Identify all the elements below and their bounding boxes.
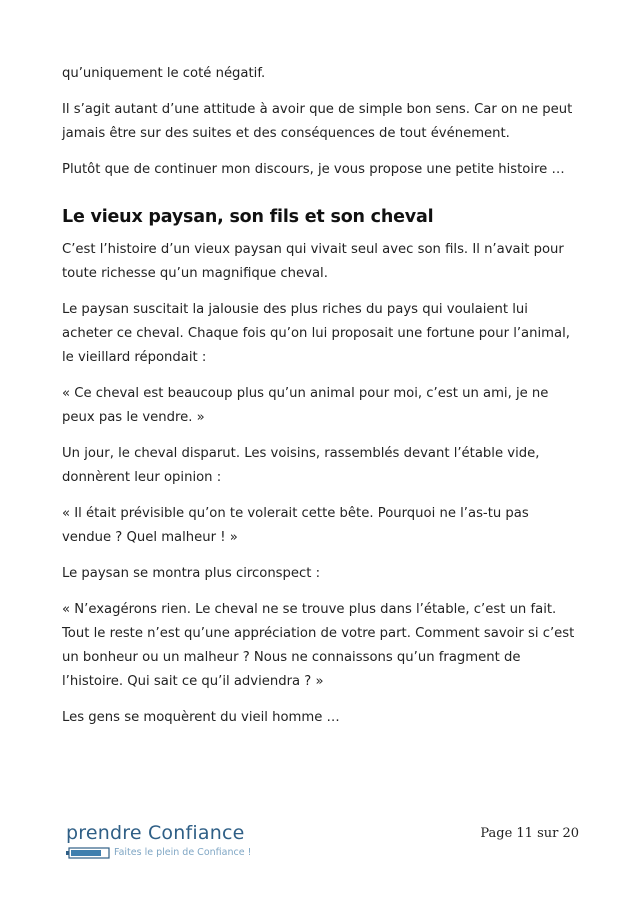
paragraph: Il s’agit autant d’une attitude à avoir que de simple bon sens. Car on ne peut jamais être sur des suites et des conséquences de tout événement. [62, 102, 573, 141]
paragraph: Le paysan suscitait la jalousie des plus riches du pays qui voulaient lui acheter ce cheval. Chaque fois qu’on lui proposait une fortune pour l’animal, le vieillard répondait : [62, 302, 570, 365]
paragraph: Le paysan se montra plus circonspect : [62, 566, 321, 581]
paragraph: Plutôt que de continuer mon discours, je vous propose une petite histoire … [62, 162, 565, 177]
logo-subtitle-row [66, 847, 286, 859]
paragraph: « N’exagérons rien. Le cheval ne se trouve plus dans l’étable, c’est un fait. Tout le reste n’est qu’une appréciation de votre part. Comment savoir si c’est un bonheur ou un malheur ? Nous ne connaissons qu’un fragment de l’histoire. Qui sait ce qu’il adviendra ? » [62, 602, 575, 689]
logo-tagline: Faites le plein de Confiance ! [114, 847, 252, 858]
section-heading: Le vieux paysan, son fils et son cheval [62, 207, 434, 227]
page-content [62, 62, 582, 742]
footer-logo [66, 822, 286, 870]
paragraph: qu’uniquement le coté négatif. [62, 66, 266, 81]
paragraph: C’est l’histoire d’un vieux paysan qui vivait seul avec son fils. Il n’avait pour toute richesse qu’un magnifique cheval. [62, 242, 564, 281]
paragraph: Un jour, le cheval disparut. Les voisins, rassemblés devant l’étable vide, donnèrent leur opinion : [62, 446, 540, 485]
page-number: Page 11 sur 20 [480, 826, 579, 841]
paragraph: Les gens se moquèrent du vieil homme … [62, 710, 340, 725]
paragraph: « Ce cheval est beaucoup plus qu’un animal pour moi, c’est un ami, je ne peux pas le vendre. » [62, 386, 549, 425]
logo-title: prendre Confiance [66, 822, 245, 844]
paragraph: « Il était prévisible qu’on te volerait cette bête. Pourquoi ne l’as-tu pas vendue ? Quel malheur ! » [62, 506, 529, 545]
battery-icon [66, 847, 110, 859]
